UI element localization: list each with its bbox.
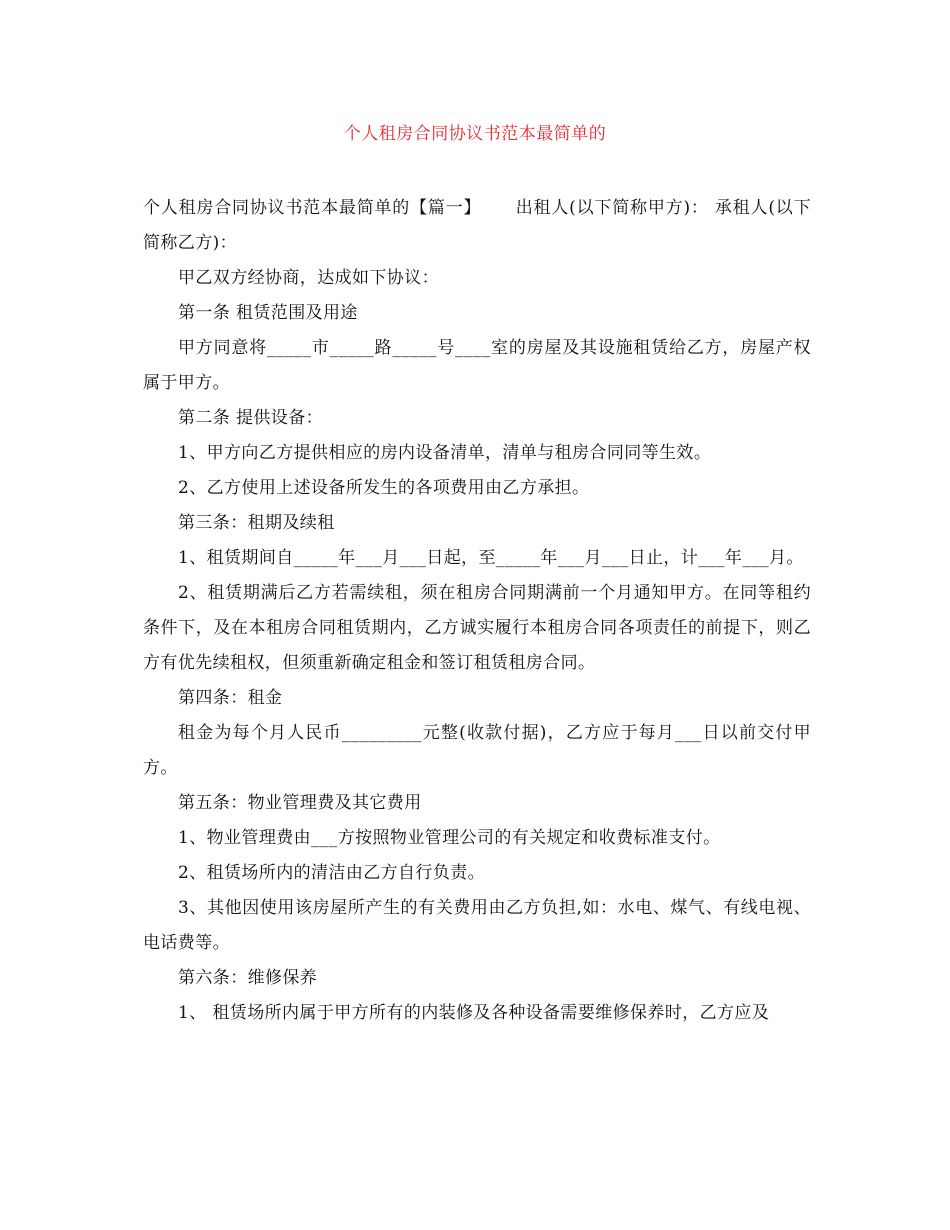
paragraph: 1、 租赁场所内属于甲方所有的内装修及各种设备需要维修保养时，乙方应及 [178, 1003, 770, 1023]
section-heading: 第四条：租金 [178, 688, 283, 708]
intro-paragraph [143, 191, 811, 261]
section-heading: 第六条：维修保养 [178, 968, 318, 988]
paragraph: 1、甲方向乙方提供相应的房内设备清单，清单与租房合同同等生效。 [178, 443, 712, 463]
document-body [143, 191, 811, 1031]
paragraph: 甲乙双方经协商，达成如下协议： [178, 268, 439, 288]
paragraph: 2、租赁场所内的清洁由乙方自行负责。 [178, 863, 486, 883]
paragraph: 1、物业管理费由___方按照物业管理公司的有关规定和收费标准支付。 [178, 828, 721, 848]
intro-parties: 出租人(以下简称甲方)： 承租人(以下简称乙方)： [143, 198, 811, 253]
section-heading: 第一条 租赁范围及用途 [178, 303, 358, 323]
section-heading: 第二条 提供设备： [178, 408, 324, 428]
intro-heading: 个人租房合同协议书范本最简单的【篇一】 [143, 198, 482, 218]
section-heading: 第三条：租期及续租 [178, 513, 335, 533]
section-heading: 第五条：物业管理费及其它费用 [178, 793, 422, 813]
document-title: 个人租房合同协议书范本最简单的 [343, 124, 607, 144]
paragraph: 1、租赁期间自_____年___月___日起，至_____年___月___日止，计___年___月。 [178, 548, 804, 568]
paragraph: 2、乙方使用上述设备所发生的各项费用由乙方承担。 [178, 478, 590, 498]
paragraph: 甲方同意将_____市_____路_____号____室的房屋及其设施租赁给乙方，房屋产权属于甲方。 [143, 338, 811, 393]
paragraph: 2、租赁期满后乙方若需续租，须在租房合同期满前一个月通知甲方。在同等租约条件下，及在本租房合同租赁期内，乙方诚实履行本租房合同各项责任的前提下，则乙方有优先续租权，但须重新确定租金和签订租赁租房合同。 [143, 583, 811, 673]
paragraph: 3、其他因使用该房屋所产生的有关费用由乙方负担,如：水电、煤气、有线电视、电话费等。 [143, 898, 811, 953]
paragraph: 租金为每个月人民币_________元整(收款付据)，乙方应于每月___日以前交付甲方。 [143, 723, 811, 778]
